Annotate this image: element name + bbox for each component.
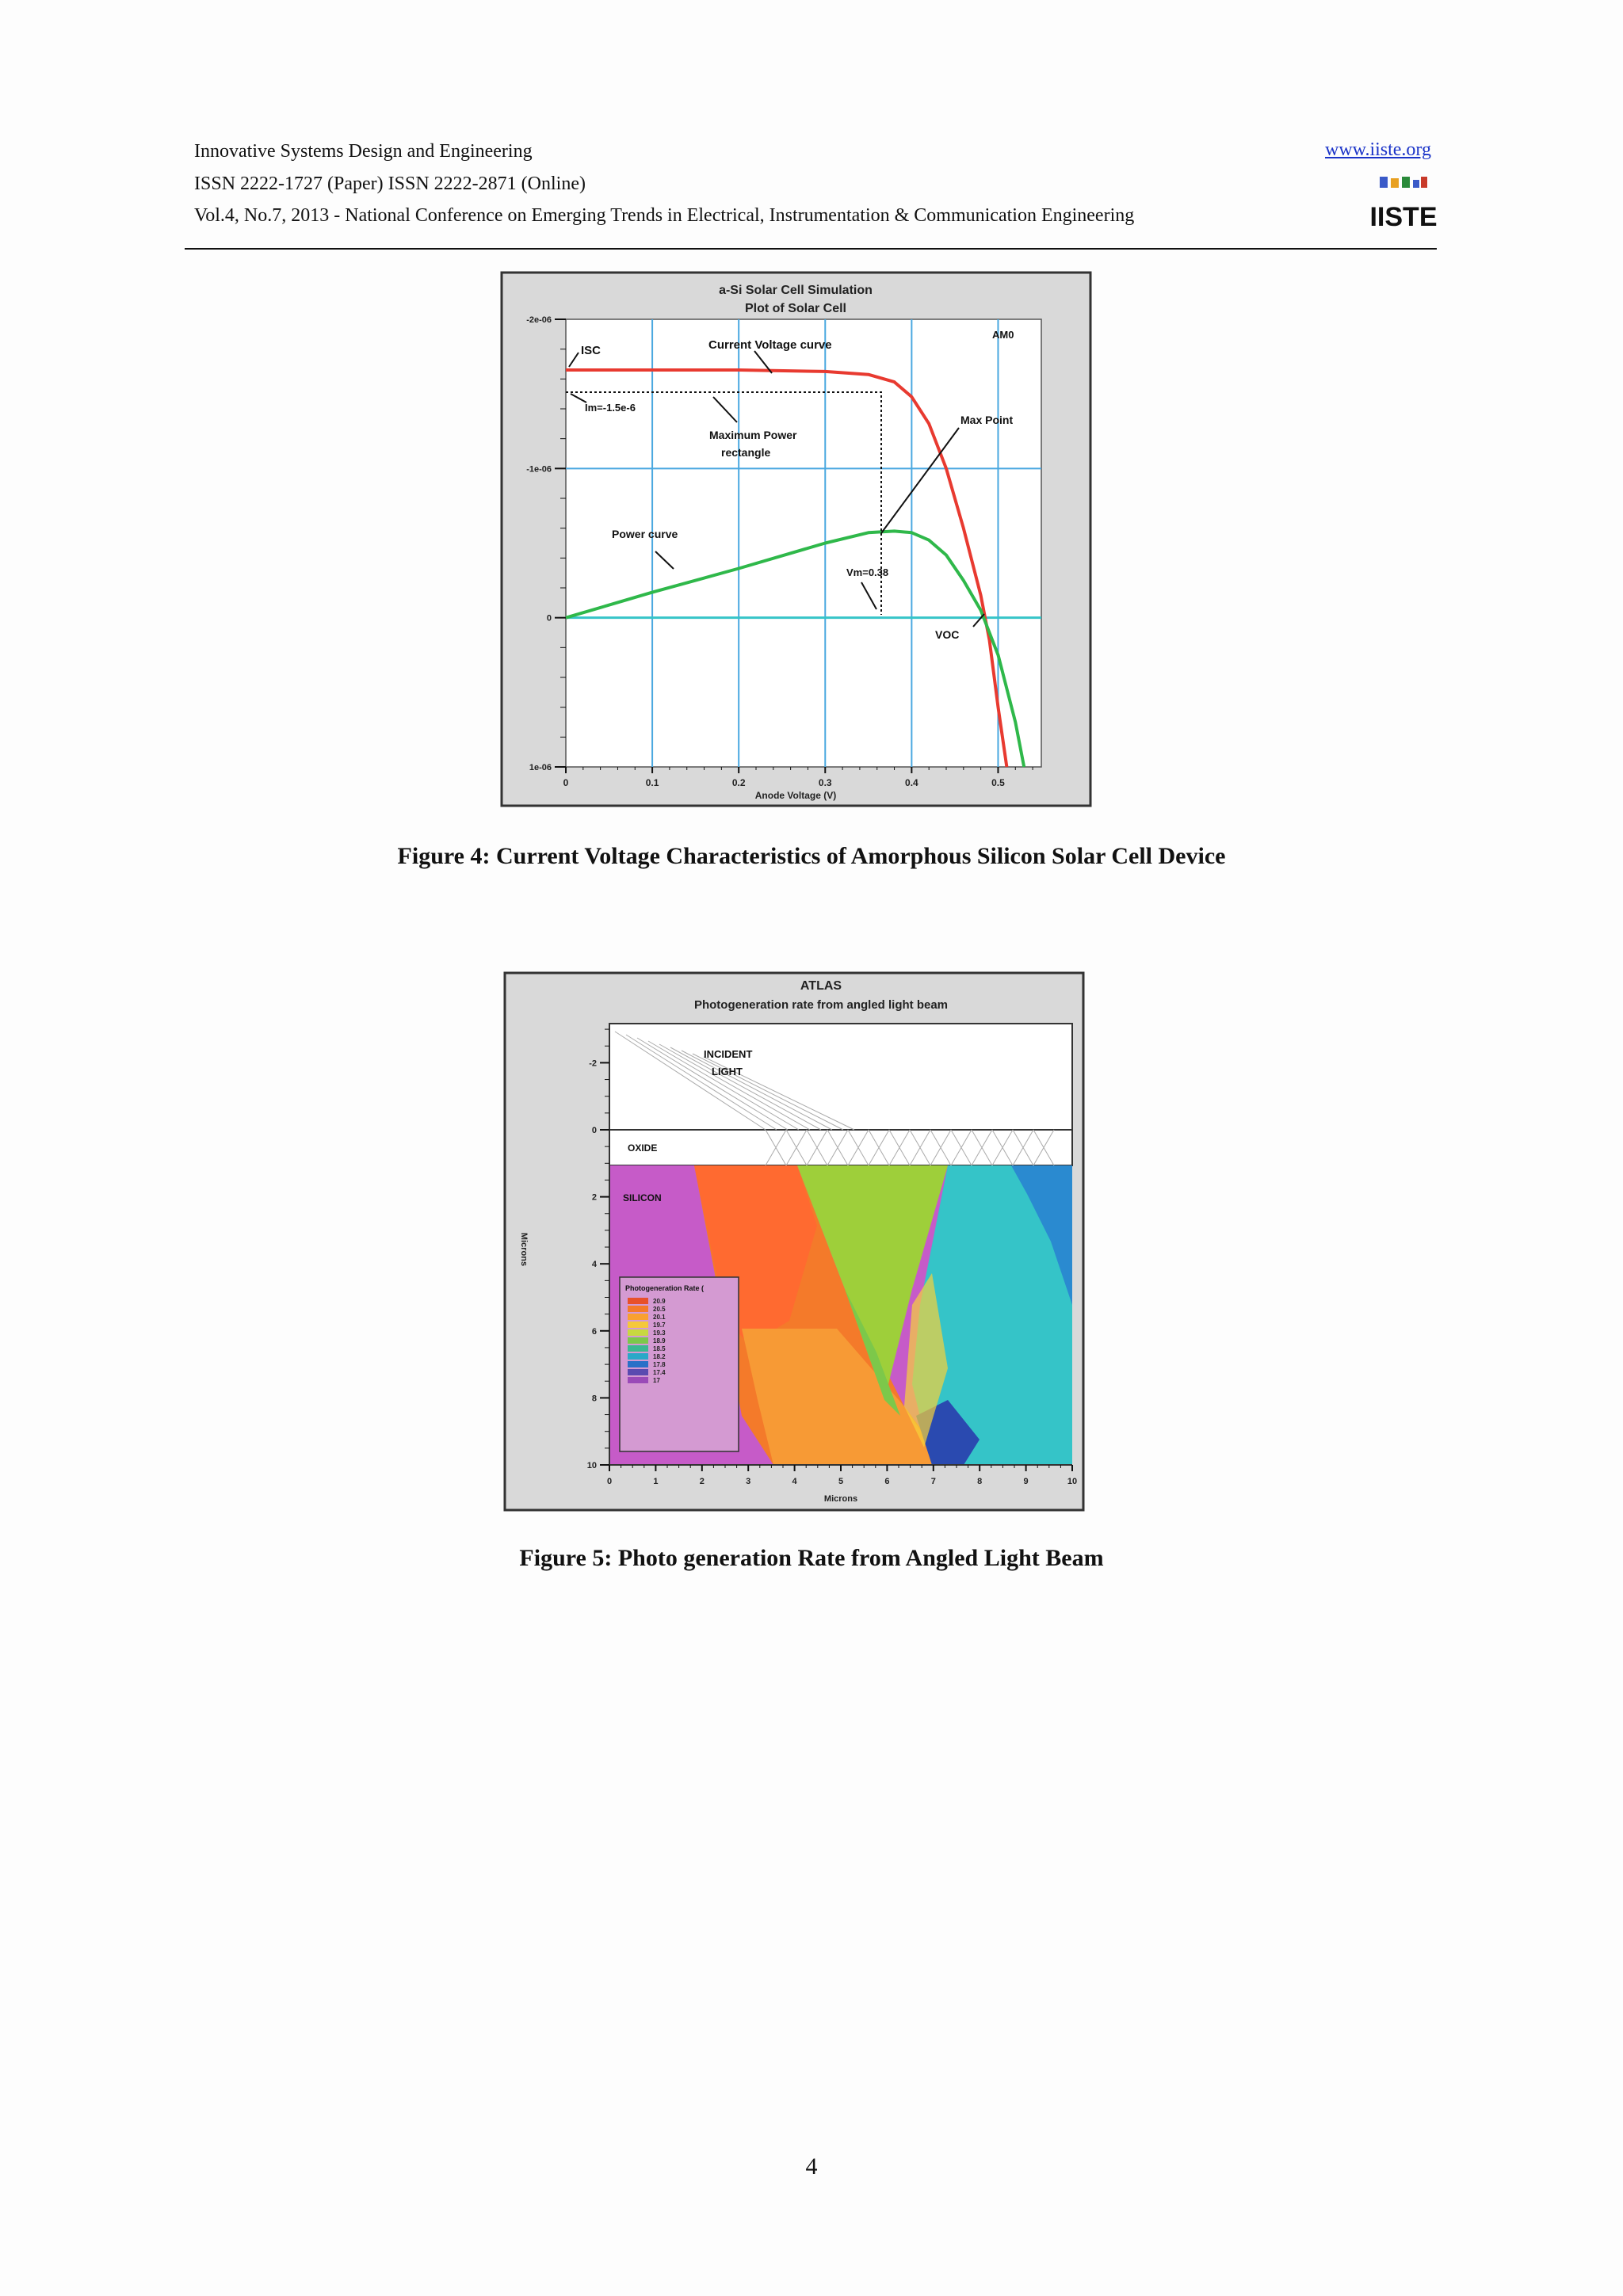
ann-im: Im=-1.5e-6	[585, 402, 636, 414]
x-tick-label: 0.3	[818, 777, 832, 788]
y-tick-label: 1e-06	[529, 763, 552, 772]
air-region	[609, 1024, 1072, 1130]
journal-name: Innovative Systems Design and Engineering	[194, 141, 533, 162]
legend-title: Photogeneration Rate (	[625, 1284, 705, 1292]
volume-line: Vol.4, No.7, 2013 - National Conference on Emerging Trends in Electrical, Instrumentation & Communication Engineering	[194, 205, 1135, 226]
legend-value: 19.7	[653, 1322, 666, 1329]
ann-max-point: Max Point	[960, 414, 1014, 426]
legend-value: 17.4	[653, 1369, 666, 1376]
y-tick-label: 6	[591, 1326, 597, 1337]
legend-swatch	[628, 1298, 648, 1304]
x-tick-label: 0.5	[991, 777, 1005, 788]
legend-swatch	[628, 1345, 648, 1352]
legend-swatch	[628, 1377, 648, 1383]
logo-text: IISTE	[1369, 202, 1438, 232]
legend-swatch	[628, 1369, 648, 1375]
y-tick-label: -2	[589, 1058, 597, 1069]
ann-power-curve: Power curve	[612, 528, 678, 540]
legend-swatch	[628, 1314, 648, 1320]
y-tick-label: -2e-06	[526, 315, 552, 325]
x-tick-label: 10	[1067, 1477, 1078, 1486]
label-oxide: OXIDE	[628, 1142, 658, 1154]
ann-max-power-2: rectangle	[721, 446, 771, 459]
ann-am0: AM0	[992, 329, 1014, 341]
label-incident: INCIDENT	[704, 1048, 753, 1060]
legend-value: 18.2	[653, 1353, 666, 1360]
figure5-caption: Figure 5: Photo generation Rate from Angled Light Beam	[519, 1545, 1104, 1571]
figure4-iv-plot	[501, 272, 1091, 807]
fig5-xlabel: Microns	[823, 1494, 858, 1504]
legend-swatch	[628, 1306, 648, 1312]
ann-max-power-1: Maximum Power	[709, 429, 797, 441]
ann-vm: Vm=0.38	[846, 566, 889, 578]
ann-isc: ISC	[581, 344, 601, 357]
y-tick-label: 2	[591, 1192, 597, 1203]
fig4-xlabel: Anode Voltage (V)	[754, 790, 837, 801]
legend-entries	[628, 1298, 666, 1384]
y-tick-label: 8	[591, 1394, 597, 1404]
label-light: LIGHT	[712, 1066, 743, 1077]
fig5-ylabel: Microns	[519, 1232, 529, 1267]
x-tick-label: 5	[838, 1477, 844, 1486]
ann-voc: VOC	[935, 628, 960, 641]
y-tick-label: 0	[591, 1126, 597, 1135]
legend-value: 20.9	[653, 1298, 666, 1305]
x-tick-label: 3	[746, 1477, 751, 1486]
legend-value: 18.9	[653, 1337, 666, 1344]
x-tick-label: 0	[563, 777, 569, 788]
x-tick-label: 8	[977, 1477, 983, 1486]
x-tick-label: 4	[792, 1477, 797, 1486]
fig5-subtitle: Photogeneration rate from angled light beam	[693, 998, 949, 1012]
ann-iv-curve: Current Voltage curve	[708, 338, 832, 352]
y-tick-label: 4	[591, 1260, 597, 1270]
header-rule	[185, 248, 1437, 250]
x-tick-label: 0	[606, 1477, 613, 1486]
x-tick-label: 0.1	[645, 777, 659, 788]
figure4-caption: Figure 4: Current Voltage Characteristics of Amorphous Silicon Solar Cell Device	[397, 843, 1226, 869]
legend-value: 20.5	[653, 1306, 666, 1313]
legend-value: 19.3	[653, 1329, 666, 1337]
x-tick-label: 6	[884, 1477, 890, 1486]
fig5-title: ATLAS	[800, 979, 842, 993]
legend-swatch	[628, 1353, 648, 1360]
website-link[interactable]: www.iiste.org	[1325, 139, 1431, 160]
y-tick-label: -1e-06	[526, 464, 552, 475]
label-silicon: SILICON	[623, 1192, 662, 1203]
x-tick-label: 9	[1023, 1477, 1029, 1486]
x-tick-label: 2	[699, 1477, 705, 1486]
legend-value: 17.8	[653, 1361, 666, 1368]
legend-value: 20.1	[653, 1314, 666, 1321]
y-tick-label: 0	[546, 613, 552, 624]
y-tick-label: 10	[586, 1461, 597, 1470]
figure5-photogeneration-plot	[504, 972, 1084, 1511]
legend-swatch	[628, 1322, 648, 1328]
page-number: 4	[805, 2153, 818, 2180]
x-tick-label: 0.2	[731, 777, 746, 788]
fig4-title: a-Si Solar Cell Simulation	[719, 284, 873, 297]
legend-swatch	[628, 1361, 648, 1367]
legend-swatch	[628, 1337, 648, 1344]
issn-line: ISSN 2222-1727 (Paper) ISSN 2222-2871 (Online)	[194, 174, 586, 194]
legend-value: 17	[653, 1377, 660, 1384]
x-tick-label: 7	[930, 1477, 936, 1486]
fig4-subtitle: Plot of Solar Cell	[744, 302, 847, 315]
legend-swatch	[628, 1329, 648, 1336]
x-tick-label: 0.4	[905, 777, 918, 788]
x-tick-label: 1	[653, 1477, 659, 1486]
legend-value: 18.5	[653, 1345, 666, 1352]
iiste-logo	[1369, 175, 1438, 232]
